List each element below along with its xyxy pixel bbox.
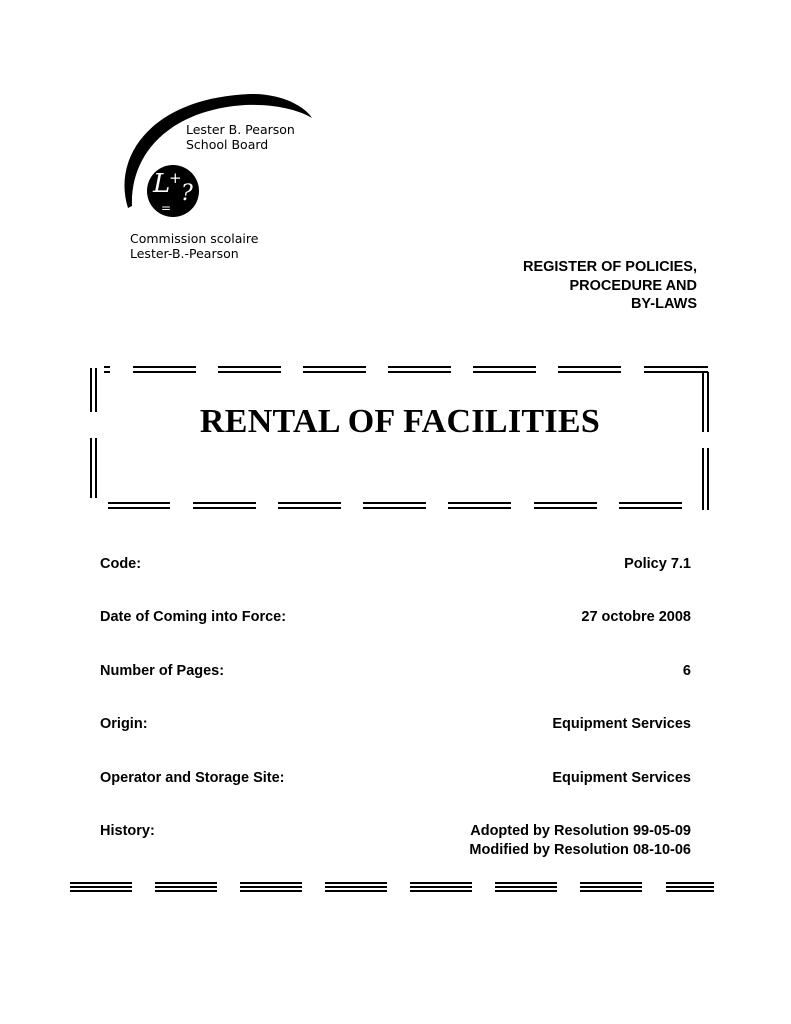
svg-text:?: ? [181,181,193,206]
register-heading-line3: BY-LAWS [630,296,697,312]
svg-text:=: = [161,201,172,215]
origin-label: Origin: [100,716,148,733]
logo-name-english-line1: Lester B. Pearson [186,122,295,137]
svg-text:+: + [169,169,182,187]
date-row [100,608,691,661]
register-heading-line2: PROCEDURE AND [569,277,697,294]
policy-info [100,555,691,875]
bottom-separator-lines [68,880,716,894]
history-label: History: [100,822,155,839]
register-heading [523,258,697,314]
logo-name-french-line2: Lester-B.-Pearson [130,246,239,261]
date-label: Date of Coming into Force: [100,609,287,626]
history-row [100,822,691,875]
pages-value: 6 [682,662,691,679]
operator-label: Operator and Storage Site: [100,769,285,786]
operator-row [100,769,691,822]
history-modified: Modified by Resolution 08-10-06 [469,841,691,858]
bottom-separator [68,880,716,894]
code-label: Code: [100,556,142,572]
logo-name-english-line2: School Board [186,137,269,152]
origin-value: Equipment Services [552,716,691,733]
logo-name-french-line1: Commission scolaire [130,231,259,246]
code-row [100,555,691,608]
school-board-logo [110,88,330,268]
date-value: 27 octobre 2008 [581,609,691,626]
pages-label: Number of Pages: [100,662,225,679]
operator-value: Equipment Services [552,769,691,786]
logo-name-english [186,122,295,152]
register-heading-line1: REGISTER OF POLICIES, [522,259,697,275]
pages-row [100,662,691,715]
origin-row [100,715,691,768]
logo-name-french [130,231,258,261]
history-value [469,822,691,860]
document-title: RENTAL OF FACILITIES [199,403,601,440]
svg-text:L: L [153,169,171,199]
history-adopted: Adopted by Resolution 99-05-09 [470,822,691,839]
code-value: Policy 7.1 [624,556,691,572]
